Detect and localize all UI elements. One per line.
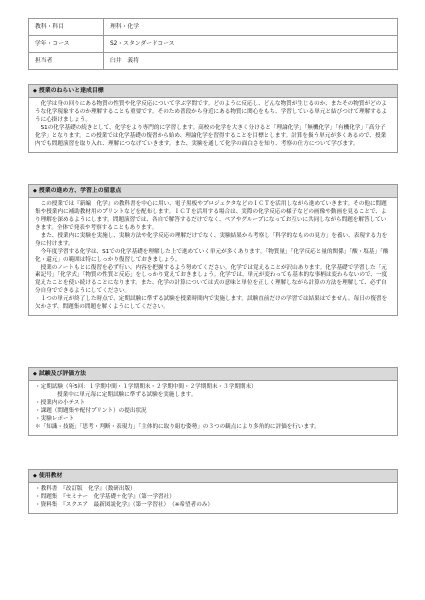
paragraph: また、授業内に実験を実施し、実験方法や化学反応の理解だけでなく、実験結果から考察し「科学的なものの見方」を養い、表現する力を身に付けます。 <box>35 232 388 247</box>
paragraph: この授業では『新編 化学』の教科書を中心に用い、電子黒板やプロジェクタなどのＩＣＴを活用しながら進めていきます。その他に問題集や授業内に補助教材用のプリントなどを配布します。ＩＣＴを活用する場合は、実際の化学反応の様子などの画像や動画を見ることで、より理解を深めるようにします。問題演習では、各自で解答するだけでなく、ペアやグループになってお互いに共同しながら問題を解答していきます。全体で発表や考察することもあります。 <box>35 201 387 231</box>
paragraph: 今年度学習する化学は、S1での化学基礎を理解した上で進めていく単元が多くあります。「物質量」「化学反応と量的関係」「酸・塩基」「酸化・還元」の範囲は特にしっかり復習しておきましょう。 <box>35 248 389 263</box>
list-item: 授業中に単元毎に定期試験に準ずる試験を実施します。 <box>57 391 197 398</box>
section-aims <box>28 84 398 153</box>
list-item: ・課題（問題集や配付プリント）の提出状況 <box>35 407 147 414</box>
info-row-teacher <box>29 53 398 70</box>
info-row-grade <box>29 36 398 53</box>
section-materials <box>28 469 398 514</box>
section-title: 使用教材 <box>38 473 63 479</box>
section-title: 授業のねらいと達成目標 <box>38 88 104 94</box>
section-header <box>29 185 397 198</box>
section-body <box>29 98 397 152</box>
section-evaluation <box>28 367 398 436</box>
paragraph: 授業のノートもとに復習を必ず行い、内容を把握するよう努めてください。化学では覚えることが沢山あります。化学基礎で学習した「元素記号」「化学式」「物質の性質と反応」をしっかり覚えておきましょう。化学では、単元が変わっても基本的な事柄は変わらないので、一度覚えたことを使い続けることになります。また、化学の計算については式の意味と単位を正しく理解しながら計算の方法を理解して、必ず自分自身でできるようにしてください。 <box>35 264 388 295</box>
section-title: 試験及び評価方法 <box>38 371 86 377</box>
info-value: S2・スタンダードコース <box>104 36 398 53</box>
list-item: ・定期試験（年5回：１学期中間・１学期期末・２学期中間・２学期期末・３学期期末） <box>35 384 257 390</box>
section-title: 授業の進め方、学習上の留意点 <box>38 188 122 194</box>
list-item: ・問題集 『セミナー 化学基礎＋化学』（第一学習社） <box>35 493 175 500</box>
diamond-icon: ◆ <box>33 88 37 94</box>
paragraph: S1の化学基礎の続きとして、化学をより専門的に学習します。高校の化学を大きく分けると「理論化学」「無機化学」「有機化学」「高分子化学」となります。この授業では化学基礎の復習から始め、理論化学を習得することを目標とします。計算を扱う単元が多くあるので、授業内でも問題演習を取り入れ、理解につなげていきます。また、実験を通して化学の面白さを知り、考察の仕方について学びます。 <box>35 124 387 147</box>
info-value: 理科・化学 <box>104 19 398 36</box>
section-method <box>28 184 398 316</box>
section-header <box>29 368 397 381</box>
info-value: 臼井 義将 <box>104 53 398 70</box>
section-body <box>29 198 397 315</box>
info-key: 学年・コース <box>29 36 104 53</box>
list-item: ＊「知識・技能」「思考・判断・表現力」「主体的に取り組む姿勢」の３つの観点により多角的に評価を行います。 <box>35 423 320 430</box>
paragraph: １つの単元が終了した時点で、定期試験に準ずる試験を授業時間内で実施します。試験直前だけの学習では結果はでません。毎日の復習を欠かさず、問題集の問題を解くようにしてください。 <box>35 296 388 311</box>
diamond-icon: ◆ <box>33 473 37 479</box>
section-body <box>29 381 397 435</box>
list-item: ・資料集 『スクエア 最新図説化学』（第一学習社） （※希望者のみ） <box>35 501 213 508</box>
info-table <box>28 18 398 70</box>
diamond-icon: ◆ <box>33 188 37 194</box>
list-item: ・教科書 『改訂版 化学』（数研出版） <box>35 486 136 492</box>
list-item: ・実験レポート <box>35 415 75 422</box>
info-key: 担当者 <box>29 53 104 70</box>
paragraph: 化学は身の回りにある物質の性質や化学反応について学ぶ学問です。どのように反応し、どんな物質が生じるのか、またその物質がどのような化学現象するのか理解することも重要です。そのため普段から身近にある物質に関心をもち、学習している単元と結びつけて理解するように心掛けましょう。 <box>35 101 387 123</box>
diamond-icon: ◆ <box>33 371 37 377</box>
section-header <box>29 85 397 98</box>
section-body <box>29 483 397 513</box>
list-item: ・授業内の小テスト <box>35 399 86 406</box>
section-header <box>29 470 397 483</box>
info-row-subject <box>29 19 398 36</box>
info-key: 教科・科目 <box>29 19 104 36</box>
